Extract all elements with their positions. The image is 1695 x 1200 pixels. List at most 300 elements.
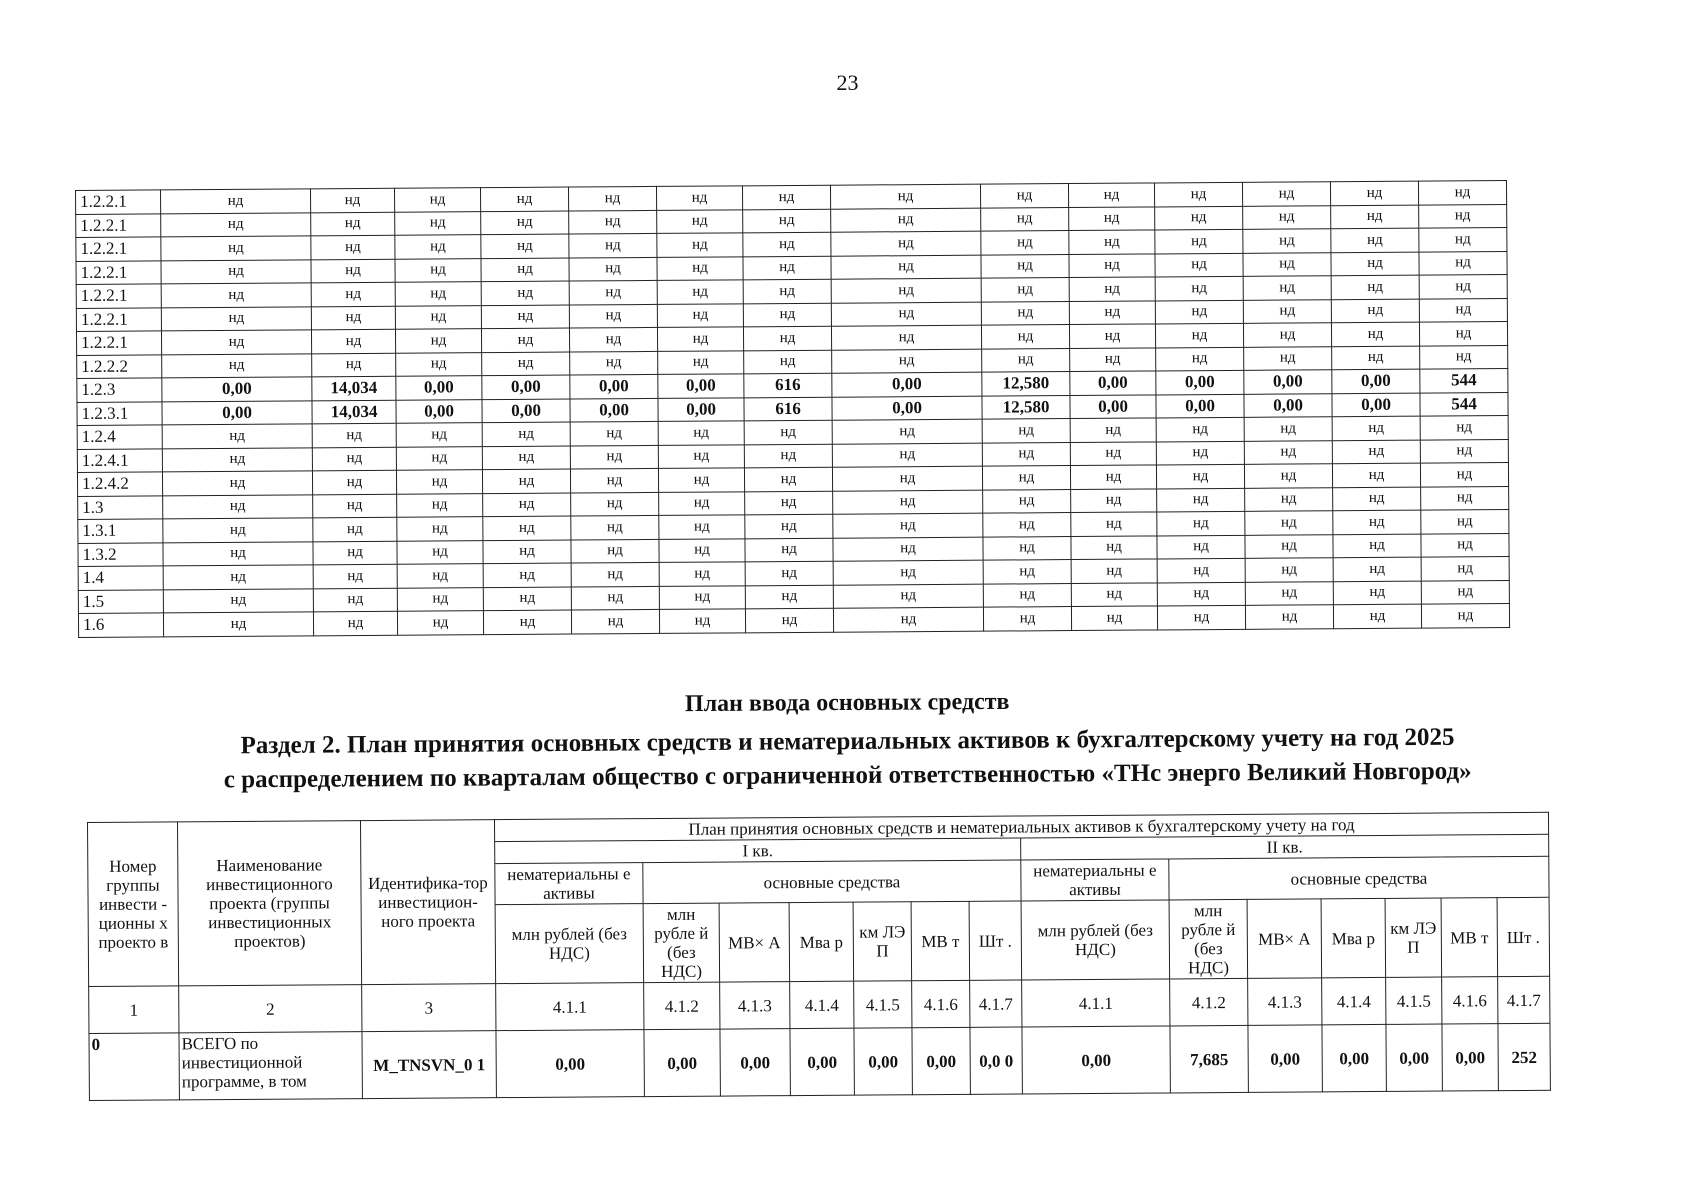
total-q2-value: 0,00 — [1386, 1024, 1442, 1091]
row-id: 1.3.1 — [78, 519, 163, 543]
table-cell: нд — [1156, 347, 1244, 371]
unit-q2-mva: МВ× А — [1247, 899, 1322, 979]
unit-q1-km: км ЛЭ П — [853, 902, 912, 981]
table-cell: нд — [571, 515, 659, 539]
column-number: 3 — [362, 984, 496, 1032]
table-cell: нд — [1245, 511, 1333, 535]
table-cell: нд — [745, 585, 833, 609]
table-cell: нд — [982, 419, 1070, 443]
table-cell: нд — [1071, 535, 1157, 559]
table-cell: нд — [570, 421, 658, 445]
table-cell: нд — [1420, 345, 1508, 369]
table-cell: нд — [742, 185, 830, 209]
row-id: 1.2.4 — [77, 425, 162, 449]
table-cell: нд — [1245, 558, 1333, 582]
table-cell: нд — [983, 513, 1071, 537]
table-cell: нд — [831, 278, 981, 303]
row-id: 1.2.2.1 — [76, 237, 161, 261]
row-id: 1.2.2.1 — [76, 284, 161, 308]
table-cell: нд — [481, 305, 569, 329]
table-cell: нд — [831, 325, 981, 350]
header-project-name: Наименование инвестиционного проекта (группы инвестиционных проектов) — [178, 821, 362, 986]
table-cell: нд — [1331, 252, 1419, 276]
table-cell: нд — [659, 585, 745, 609]
total-q2-value: 0,00 — [1322, 1024, 1386, 1091]
table-cell: нд — [163, 541, 313, 566]
table-cell: нд — [1331, 275, 1419, 299]
table-cell: нд — [1069, 253, 1155, 277]
header-group-number: Номер группы инвести - ционны х проекто в — [88, 822, 179, 987]
table-cell: нд — [744, 444, 832, 468]
row-id: 1.2.4.2 — [77, 472, 162, 496]
table-cell: нд — [1420, 462, 1508, 486]
table-cell: нд — [831, 255, 981, 280]
total-identifier: M_TNSVN_0 1 — [362, 1031, 496, 1099]
table-cell: нд — [163, 588, 313, 613]
table-cell: нд — [1157, 558, 1245, 582]
total-q2-value: 252 — [1498, 1023, 1550, 1090]
table-cell: нд — [1244, 346, 1332, 370]
table-cell: 0,00 — [832, 372, 982, 397]
table-cell: 0,00 — [1070, 371, 1156, 395]
table-cell: нд — [744, 350, 832, 374]
table-cell: нд — [1071, 582, 1157, 606]
table-cell: 0,00 — [658, 397, 744, 421]
table-cell: нд — [1069, 206, 1155, 230]
table-cell: нд — [659, 538, 745, 562]
table-cell: нд — [1419, 298, 1507, 322]
table-cell: нд — [1333, 534, 1421, 558]
table-cell: нд — [161, 236, 311, 261]
table-cell: нд — [656, 186, 742, 210]
table-cell: нд — [982, 442, 1070, 466]
table-cell: нд — [312, 447, 396, 471]
investment-table-body — [76, 181, 1510, 637]
column-number: 2 — [179, 985, 362, 1033]
total-q2-value: 7,685 — [1170, 1025, 1248, 1093]
table-cell: нд — [1156, 441, 1244, 465]
table-cell: нд — [1332, 416, 1420, 440]
total-q2-value: 0,00 — [1442, 1024, 1498, 1091]
unit-q2-km: км ЛЭ П — [1385, 898, 1442, 977]
table-cell: 616 — [744, 373, 832, 397]
table-cell: нд — [483, 587, 571, 611]
table-cell: нд — [833, 513, 983, 538]
table-cell: нд — [481, 211, 569, 235]
table-cell: нд — [161, 189, 311, 214]
table-cell: нд — [744, 467, 832, 491]
total-name: ВСЕГО по инвестиционной программе, в том — [179, 1032, 362, 1100]
table-cell: нд — [1243, 205, 1331, 229]
table-cell: 0,00 — [832, 396, 982, 421]
table-cell: нд — [1070, 418, 1156, 442]
total-q1-value: 0,00 — [912, 1027, 970, 1094]
table-cell: нд — [1418, 181, 1506, 205]
table-cell: нд — [395, 211, 481, 235]
section-heading — [0, 684, 1695, 799]
section-subtitle-line-1: Раздел 2. План принятия основных средств и нематериальных активов к бухгалтерскому учету на год 2025 — [240, 723, 1455, 760]
table-cell: нд — [396, 352, 482, 376]
header-q1-fixed-assets: основные средства — [643, 860, 1021, 904]
table-cell: нд — [395, 282, 481, 306]
table-cell: нд — [395, 305, 481, 329]
table-cell: нд — [396, 423, 482, 447]
table-cell: нд — [657, 233, 743, 257]
table-cell: нд — [161, 212, 311, 237]
total-q1-value: 0,00 — [496, 1030, 644, 1098]
table-cell: 0,00 — [1156, 370, 1244, 394]
table-cell: нд — [1333, 557, 1421, 581]
table-cell: нд — [311, 259, 395, 283]
column-number: 4.1.7 — [1498, 976, 1550, 1023]
table-cell: нд — [832, 466, 982, 491]
table-cell: нд — [982, 466, 1070, 490]
table-cell: нд — [1156, 464, 1244, 488]
table-cell: нд — [162, 471, 312, 496]
table-cell: нд — [1331, 322, 1419, 346]
table-cell: нд — [1421, 533, 1509, 557]
table-cell: нд — [1155, 323, 1243, 347]
table-cell: нд — [313, 517, 397, 541]
table-cell: нд — [1245, 534, 1333, 558]
table-cell: нд — [657, 209, 743, 233]
table-cell: нд — [1333, 604, 1421, 628]
table-cell: нд — [481, 258, 569, 282]
table-cell: нд — [745, 491, 833, 515]
column-number: 4.1.2 — [1170, 978, 1248, 1026]
table-cell: нд — [1421, 486, 1509, 510]
table-cell: нд — [743, 256, 831, 280]
table-cell: нд — [983, 583, 1071, 607]
table-cell: нд — [483, 563, 571, 587]
table-cell: нд — [833, 490, 983, 515]
header-q2-fixed-assets: основные средства — [1169, 856, 1549, 900]
table-cell: нд — [1243, 323, 1331, 347]
table-cell: нд — [313, 588, 397, 612]
table-cell: нд — [481, 281, 569, 305]
table-cell: нд — [1419, 251, 1507, 275]
table-cell: нд — [312, 353, 396, 377]
table-cell: нд — [569, 280, 657, 304]
table-cell: нд — [161, 330, 311, 355]
table-cell: нд — [981, 231, 1069, 255]
column-number: 4.1.6 — [1442, 977, 1498, 1024]
table-cell: 0,00 — [482, 399, 570, 423]
table-cell: нд — [1244, 417, 1332, 441]
table-cell: нд — [830, 184, 980, 209]
table-cell: 0,00 — [1156, 394, 1244, 418]
row-id: 1.3.2 — [78, 542, 163, 566]
table-cell: нд — [483, 610, 571, 634]
table-cell: нд — [1243, 252, 1331, 276]
table-cell: нд — [161, 283, 311, 308]
table-cell: нд — [1244, 464, 1332, 488]
total-q2-value: 0,00 — [1248, 1025, 1322, 1093]
table-cell: нд — [1332, 463, 1420, 487]
table-cell: 544 — [1420, 392, 1508, 416]
table-cell: нд — [833, 560, 983, 585]
unit-q1-mva: МВ× А — [719, 903, 790, 982]
column-number: 4.1.1 — [1022, 979, 1170, 1027]
table-cell: нд — [1071, 512, 1157, 536]
header-plan: План принятия основных средств и нематериальных активов к бухгалтерскому учету на год — [494, 812, 1548, 841]
table-cell: нд — [571, 562, 659, 586]
table-cell: нд — [1157, 582, 1245, 606]
table-cell: нд — [311, 282, 395, 306]
table-cell: нд — [659, 515, 745, 539]
table-cell: 12,580 — [982, 372, 1070, 396]
column-number: 4.1.5 — [854, 981, 912, 1028]
table-cell: нд — [569, 210, 657, 234]
table-cell: нд — [982, 348, 1070, 372]
page-number: 23 — [836, 70, 859, 95]
row-id: 1.2.2.1 — [76, 213, 161, 237]
table-cell: нд — [658, 421, 744, 445]
column-number: 1 — [89, 986, 179, 1034]
table-cell: нд — [1155, 229, 1243, 253]
column-number: 4.1.3 — [720, 982, 790, 1029]
table-cell: нд — [571, 539, 659, 563]
table-cell: нд — [659, 491, 745, 515]
row-id: 1.2.4.1 — [77, 448, 162, 472]
table-cell: нд — [659, 609, 745, 633]
table-cell: нд — [483, 540, 571, 564]
table-cell: нд — [1419, 322, 1507, 346]
table-cell: 12,580 — [982, 395, 1070, 419]
table-cell: нд — [163, 612, 313, 637]
unit-q1-mvar: Мва р — [789, 902, 854, 981]
table-cell: нд — [482, 446, 570, 470]
table-cell: 0,00 — [1332, 393, 1420, 417]
table-cell: нд — [832, 419, 982, 444]
table-cell: нд — [569, 257, 657, 281]
table-cell: нд — [395, 235, 481, 259]
table-cell: нд — [481, 328, 569, 352]
table-cell: нд — [394, 188, 480, 212]
table-cell: нд — [395, 258, 481, 282]
table-cell: нд — [1154, 182, 1242, 206]
table-cell: нд — [570, 468, 658, 492]
column-number: 4.1.4 — [790, 981, 854, 1028]
table-cell: 0,00 — [1244, 370, 1332, 394]
row-id: 1.2.2.1 — [76, 331, 161, 355]
column-number: 4.1.5 — [1386, 977, 1442, 1024]
table-cell: нд — [1155, 253, 1243, 277]
table-cell: нд — [743, 303, 831, 327]
row-id: 1.4 — [78, 566, 163, 590]
table-cell: нд — [1157, 488, 1245, 512]
column-number: 4.1.3 — [1248, 978, 1322, 1026]
table-cell: 0,00 — [396, 399, 482, 423]
table-cell: нд — [1071, 559, 1157, 583]
table-cell: нд — [983, 607, 1071, 631]
table-cell: нд — [744, 420, 832, 444]
table-cell: нд — [397, 587, 483, 611]
unit-q1-pcs: Шт . — [969, 901, 1022, 980]
table-cell: 616 — [744, 397, 832, 421]
table-cell: нд — [659, 562, 745, 586]
table-cell: нд — [1243, 276, 1331, 300]
table-cell: 0,00 — [570, 398, 658, 422]
table-cell: нд — [1333, 510, 1421, 534]
table-cell: нд — [831, 302, 981, 327]
table-cell: нд — [161, 306, 311, 331]
table-cell: нд — [1157, 605, 1245, 629]
table-cell: нд — [745, 561, 833, 585]
table-cell: нд — [1419, 204, 1507, 228]
table-cell: нд — [396, 446, 482, 470]
row-id: 1.2.3 — [77, 378, 162, 402]
column-number: 4.1.2 — [644, 982, 720, 1030]
column-number: 4.1.1 — [496, 983, 644, 1031]
table-cell: нд — [482, 352, 570, 376]
table-cell: нд — [1069, 324, 1155, 348]
table-cell: нд — [1421, 556, 1509, 580]
table-cell: нд — [983, 560, 1071, 584]
table-cell: 0,00 — [482, 375, 570, 399]
table-cell: нд — [313, 494, 397, 518]
table-cell: нд — [981, 278, 1069, 302]
row-id: 1.2.2.1 — [76, 190, 161, 214]
table-cell: 544 — [1420, 369, 1508, 393]
table-cell: нд — [311, 329, 395, 353]
table-cell: нд — [1071, 488, 1157, 512]
table-cell: 0,00 — [162, 400, 312, 425]
column-number: 4.1.4 — [1322, 977, 1386, 1024]
table-cell: нд — [743, 279, 831, 303]
table-cell: нд — [312, 470, 396, 494]
table-cell: нд — [1245, 487, 1333, 511]
table-cell: нд — [1245, 581, 1333, 605]
table-cell: нд — [1156, 417, 1244, 441]
table-cell: нд — [657, 327, 743, 351]
table-cell: нд — [745, 608, 833, 632]
table-cell: нд — [1069, 230, 1155, 254]
row-id: 1.2.3.1 — [77, 401, 162, 425]
table-cell: 0,00 — [1332, 369, 1420, 393]
table-cell: нд — [1069, 277, 1155, 301]
table-cell: нд — [1157, 511, 1245, 535]
row-id: 1.2.2.1 — [76, 307, 161, 331]
table-cell: нд — [1421, 603, 1509, 627]
row-id: 1.2.2.1 — [76, 260, 161, 284]
header-q1: I кв. — [495, 838, 1021, 864]
total-row — [89, 1023, 1550, 1100]
table-cell: нд — [1331, 205, 1419, 229]
row-id: 1.2.2.2 — [77, 354, 162, 378]
table-cell: нд — [745, 514, 833, 538]
table-cell: нд — [1419, 228, 1507, 252]
table-cell: нд — [743, 232, 831, 256]
table-cell: нд — [162, 424, 312, 449]
table-cell: нд — [1155, 300, 1243, 324]
table-cell: нд — [1070, 441, 1156, 465]
table-cell: нд — [981, 254, 1069, 278]
table-cell: нд — [313, 564, 397, 588]
table-cell: нд — [983, 536, 1071, 560]
table-cell: нд — [163, 518, 313, 543]
table-cell: нд — [1155, 276, 1243, 300]
table-cell: нд — [1421, 580, 1509, 604]
table-cell: нд — [1068, 183, 1154, 207]
table-cell: нд — [163, 565, 313, 590]
table-cell: нд — [1243, 229, 1331, 253]
table-cell: нд — [1421, 509, 1509, 533]
table-cell: нд — [831, 231, 981, 256]
table-cell: 0,00 — [396, 376, 482, 400]
table-cell: нд — [483, 493, 571, 517]
table-cell: нд — [397, 517, 483, 541]
table-cell: нд — [162, 447, 312, 472]
table-cell: нд — [657, 256, 743, 280]
row-id: 1.6 — [78, 613, 163, 637]
unit-q2-mln-rub: млн рублей (без НДС) — [1021, 900, 1170, 980]
table-cell: нд — [1331, 228, 1419, 252]
table-cell: нд — [313, 611, 397, 635]
table-cell: нд — [658, 444, 744, 468]
table-cell: нд — [1420, 416, 1508, 440]
table-cell: нд — [981, 325, 1069, 349]
asset-acceptance-table — [87, 812, 1551, 1101]
table-cell: нд — [1244, 440, 1332, 464]
table-cell: нд — [832, 443, 982, 468]
investment-table-continued — [75, 180, 1510, 637]
total-q1-value: 0,00 — [644, 1029, 720, 1097]
table-cell: нд — [831, 208, 981, 233]
table-cell: нд — [482, 422, 570, 446]
table-cell: нд — [1243, 299, 1331, 323]
total-number: 0 — [89, 1033, 179, 1101]
table-cell: нд — [482, 469, 570, 493]
table-cell: нд — [745, 538, 833, 562]
header-identifier: Идентифика-тор инвестицион-ного проекта — [360, 820, 495, 985]
table-cell: нд — [310, 188, 394, 212]
table-cell: нд — [312, 423, 396, 447]
unit-q2-mvar: Мва р — [1321, 898, 1386, 977]
table-cell: 0,00 — [162, 377, 312, 402]
column-number: 4.1.6 — [912, 980, 970, 1027]
table-cell: нд — [313, 541, 397, 565]
table-cell: нд — [980, 184, 1068, 208]
table-cell: нд — [395, 329, 481, 353]
total-q1-value: 0,00 — [790, 1028, 854, 1095]
table-cell: нд — [1420, 439, 1508, 463]
table-cell: нд — [1069, 300, 1155, 324]
table-cell: нд — [571, 492, 659, 516]
table-cell: нд — [161, 259, 311, 284]
table-cell: нд — [396, 470, 482, 494]
table-cell: нд — [481, 234, 569, 258]
table-cell: нд — [833, 584, 983, 609]
table-cell: 14,034 — [312, 400, 396, 424]
table-cell: нд — [571, 586, 659, 610]
table-cell: нд — [568, 186, 656, 210]
table-cell: нд — [658, 350, 744, 374]
table-cell: нд — [1070, 347, 1156, 371]
table-cell: нд — [981, 301, 1069, 325]
row-id: 1.3 — [78, 495, 163, 519]
table-cell: нд — [832, 349, 982, 374]
table-cell: нд — [983, 489, 1071, 513]
table-cell: нд — [311, 235, 395, 259]
table-cell: нд — [569, 304, 657, 328]
unit-q2-fa-mln-rub: млн рубле й (без НДС) — [1169, 899, 1248, 979]
unit-q2-pcs: Шт . — [1497, 897, 1550, 976]
table-cell: нд — [1330, 181, 1418, 205]
table-cell: нд — [397, 493, 483, 517]
row-id: 1.5 — [78, 589, 163, 613]
table-cell: нд — [981, 207, 1069, 231]
